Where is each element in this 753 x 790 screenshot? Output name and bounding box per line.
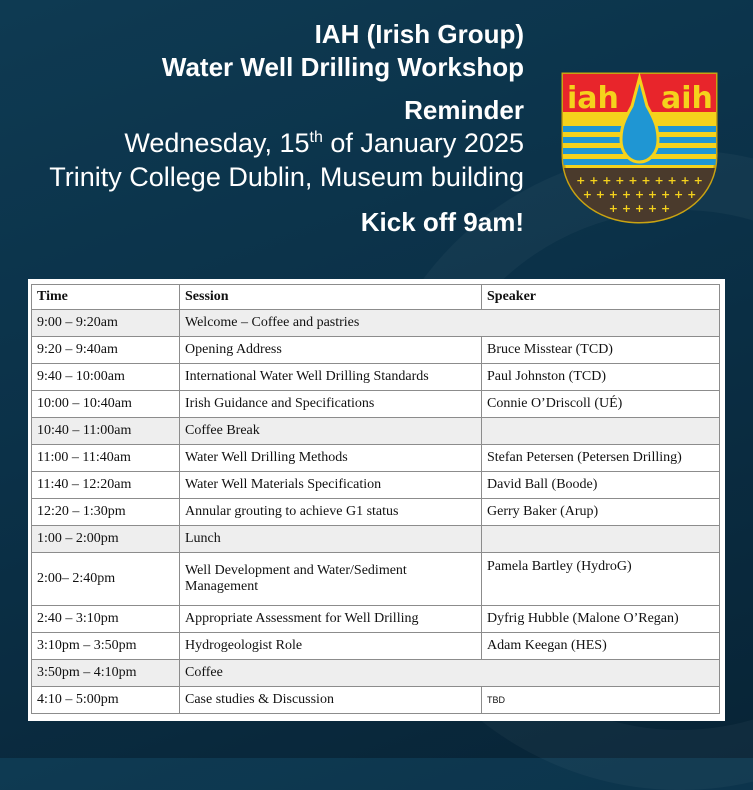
- cell-session: Coffee: [180, 660, 720, 687]
- cell-session: Irish Guidance and Specifications: [180, 391, 482, 418]
- table-row: [32, 310, 720, 337]
- header-time: Time: [32, 285, 180, 310]
- cell-time: 12:20 – 1:30pm: [32, 499, 180, 526]
- table-row: [32, 526, 720, 553]
- table-row: [32, 606, 720, 633]
- logo-plus-row: + + + + +: [608, 202, 671, 215]
- header-speaker: Speaker: [482, 285, 720, 310]
- cell-session: Case studies & Discussion: [180, 687, 482, 714]
- table-row: [32, 337, 720, 364]
- cell-speaker: Bruce Misstear (TCD): [482, 337, 720, 364]
- cell-session: Appropriate Assessment for Well Drilling: [180, 606, 482, 633]
- cell-time: 3:50pm – 4:10pm: [32, 660, 180, 687]
- table-row: [32, 364, 720, 391]
- cell-session: Well Development and Water/Sediment Management: [180, 553, 482, 606]
- kickoff-time: Kick off 9am!: [360, 207, 524, 237]
- cell-time: 10:00 – 10:40am: [32, 391, 180, 418]
- cell-session: Annular grouting to achieve G1 status: [180, 499, 482, 526]
- cell-time: 9:40 – 10:00am: [32, 364, 180, 391]
- table-row: [32, 553, 720, 606]
- cell-speaker: Paul Johnston (TCD): [482, 364, 720, 391]
- cell-session: Opening Address: [180, 337, 482, 364]
- table-row: [32, 418, 720, 445]
- cell-session: International Water Well Drilling Standards: [180, 364, 482, 391]
- cell-time: 4:10 – 5:00pm: [32, 687, 180, 714]
- table-row: [32, 499, 720, 526]
- workshop-title: Water Well Drilling Workshop: [161, 52, 524, 82]
- cell-session: Lunch: [180, 526, 482, 553]
- cell-speaker: [482, 418, 720, 445]
- event-date: Wednesday, 15th of January 2025: [124, 128, 524, 158]
- schedule-panel: [28, 279, 725, 721]
- cell-time: 11:40 – 12:20am: [32, 472, 180, 499]
- table-row: [32, 633, 720, 660]
- table-row: [32, 445, 720, 472]
- logo-right-text: aih: [661, 81, 713, 116]
- cell-session: Water Well Drilling Methods: [180, 445, 482, 472]
- org-name: IAH (Irish Group): [314, 19, 524, 49]
- logo-plus-row: + + + + + + + + +: [582, 188, 697, 201]
- cell-speaker: [482, 526, 720, 553]
- cell-time: 2:00– 2:40pm: [32, 553, 180, 606]
- table-row: [32, 472, 720, 499]
- cell-session: Water Well Materials Specification: [180, 472, 482, 499]
- cell-session: Welcome – Coffee and pastries: [180, 310, 720, 337]
- header-session: Session: [180, 285, 482, 310]
- table-row: [32, 391, 720, 418]
- cell-speaker: Dyfrig Hubble (Malone O’Regan): [482, 606, 720, 633]
- logo-plus-row: + + + + + + + + + +: [576, 174, 703, 187]
- table-row: [32, 660, 720, 687]
- cell-time: 3:10pm – 3:50pm: [32, 633, 180, 660]
- logo-left-text: iah: [567, 81, 619, 116]
- iah-logo: [561, 72, 718, 224]
- cell-speaker: Connie O’Driscoll (UÉ): [482, 391, 720, 418]
- cell-speaker: Stefan Petersen (Petersen Drilling): [482, 445, 720, 472]
- cell-time: 11:00 – 11:40am: [32, 445, 180, 472]
- cell-speaker: David Ball (Boode): [482, 472, 720, 499]
- header: [49, 18, 524, 238]
- cell-time: 1:00 – 2:00pm: [32, 526, 180, 553]
- cell-time: 2:40 – 3:10pm: [32, 606, 180, 633]
- event-venue: Trinity College Dublin, Museum building: [49, 162, 524, 192]
- cell-speaker: Gerry Baker (Arup): [482, 499, 720, 526]
- table-header-row: [32, 285, 720, 310]
- cell-time: 10:40 – 11:00am: [32, 418, 180, 445]
- cell-speaker: TBD: [482, 687, 720, 714]
- cell-speaker: Adam Keegan (HES): [482, 633, 720, 660]
- reminder-label: Reminder: [404, 95, 524, 125]
- table-row: [32, 687, 720, 714]
- cell-speaker: Pamela Bartley (HydroG): [482, 553, 720, 606]
- cell-time: 9:00 – 9:20am: [32, 310, 180, 337]
- cell-session: Coffee Break: [180, 418, 482, 445]
- cell-time: 9:20 – 9:40am: [32, 337, 180, 364]
- schedule-table: [31, 284, 720, 714]
- cell-session: Hydrogeologist Role: [180, 633, 482, 660]
